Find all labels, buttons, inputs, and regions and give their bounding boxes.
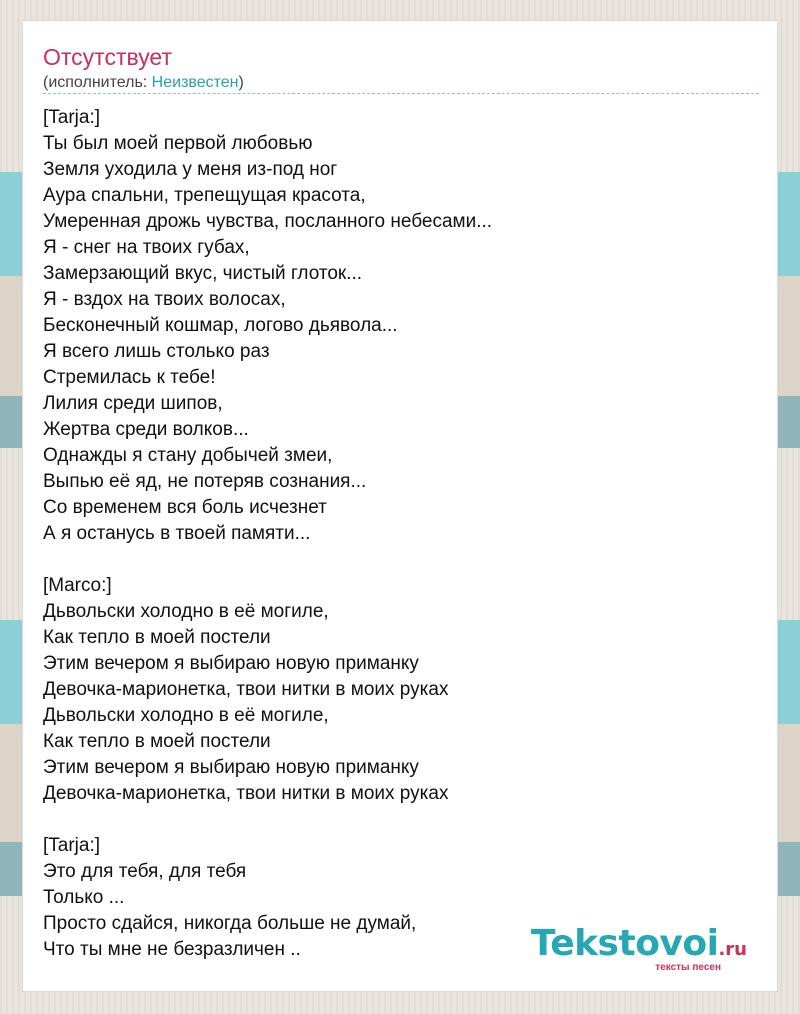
artist-line [43,73,244,93]
lyrics-line: Девочка-марионетка, твои нитки в моих руках [43,783,449,804]
lyrics-line: Я - снег на твоих губах, [43,237,250,258]
lyrics-line: Что ты мне не безразличен .. [43,939,301,960]
lyrics-line: [Marco:] [43,575,112,596]
lyrics-line: Этим вечером я выбираю новую приманку [43,757,419,778]
header-divider [43,93,759,94]
lyrics-line: Девочка-марионетка, твои нитки в моих руках [43,679,449,700]
song-title: Отсутствует [43,44,172,70]
site-logo[interactable] [530,923,747,973]
lyrics-line: Со временем вся боль исчезнет [43,497,327,518]
lyrics-blank-line [43,807,743,833]
lyrics-line: Дьвольски холодно в её могиле, [43,601,329,622]
lyrics-line: Умеренная дрожь чувства, посланного небесами... [43,211,493,232]
lyrics-line: Только ... [43,887,125,908]
lyrics-line: Как тепло в моей постели [43,731,271,752]
lyrics-line: Однажды я стану добычей змеи, [43,445,333,466]
logo-tld: .ru [718,939,747,960]
lyrics-line: Я всего лишь столько раз [43,341,270,362]
artist-link[interactable]: Неизвестен [151,74,239,91]
lyrics-line: Дьвольски холодно в её могиле, [43,705,329,726]
logo-name: Tekstovoi [530,923,719,964]
lyrics-line: А я останусь в твоей памяти... [43,523,311,544]
lyrics-line: Это для тебя, для тебя [43,861,247,882]
lyrics-card [22,20,778,992]
lyrics-line: Ты был моей первой любовью [43,133,313,154]
lyrics-line: Бесконечный кошмар, логово дьявола... [43,315,398,336]
lyrics-blank-line [43,547,743,573]
artist-prefix: (исполнитель: [43,74,152,91]
lyrics-line: Выпью её яд, не потеряв сознания... [43,471,367,492]
lyrics-line: Я - вздох на твоих волосах, [43,289,286,310]
lyrics-line: Стремилась к тебе! [43,367,216,388]
artist-suffix: ) [238,74,244,91]
logo-tagline: тексты песен [655,962,721,973]
lyrics-line: [Tarja:] [43,107,101,128]
lyrics-line: Этим вечером я выбираю новую приманку [43,653,419,674]
lyrics-text [43,105,743,963]
lyrics-line: Земля уходила у меня из-под ног [43,159,338,180]
lyrics-line: Просто сдайся, никогда больше не думай, [43,913,417,934]
lyrics-line: [Tarja:] [43,835,101,856]
lyrics-line: Жертва среди волков... [43,419,249,440]
lyrics-line: Аура спальни, трепещущая красота, [43,185,366,206]
lyrics-line: Лилия среди шипов, [43,393,223,414]
lyrics-line: Как тепло в моей постели [43,627,271,648]
lyrics-line: Замерзающий вкус, чистый глоток... [43,263,363,284]
